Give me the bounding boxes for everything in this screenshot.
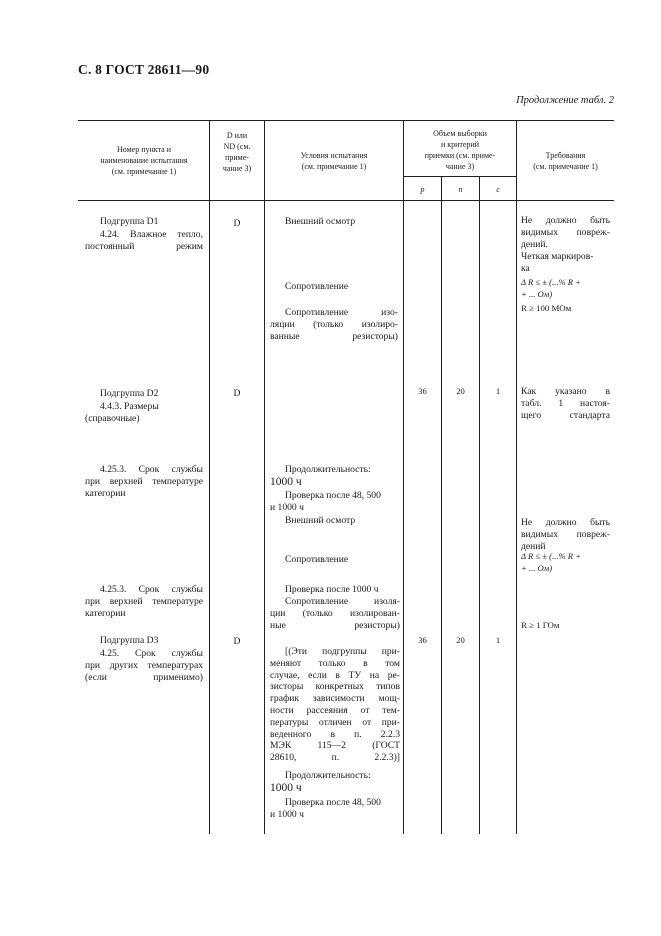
d1-requirement-delta-r: Δ R ≤ ± (...% R + + ... Ом)	[521, 277, 581, 299]
column-divider-4	[516, 120, 517, 834]
d2-requirement: Как указано в табл. 1 настоя- щего стандарта	[521, 386, 610, 421]
d1-condition-visual: Внешний осмотр	[285, 216, 356, 227]
d2-p: 36	[418, 386, 427, 396]
d1-condition-resistance: Сопротивление	[285, 281, 349, 292]
d2-n: 20	[456, 386, 465, 396]
d1-condition-insulation: Сопротивление изо- ляции (только изолиро- ванные резисторы)	[270, 307, 398, 342]
d3-group-label: Подгруппа D3	[100, 635, 159, 646]
d3-dnd: D	[233, 636, 241, 647]
page-header: С. 8 ГОСТ 28611—90	[78, 62, 210, 77]
header-n: n	[458, 185, 463, 194]
subheader-divider	[403, 176, 516, 177]
d3-condition-insulation: Сопротивление изоля- ции (только изолирован- ные резисторы)	[270, 596, 400, 631]
column-divider-n	[479, 176, 480, 834]
d3-n: 20	[456, 635, 465, 645]
column-divider-2	[264, 120, 265, 834]
d1-test-item: 4.24. Влажное тепло, постоянный режим	[85, 229, 203, 252]
header-bottom-border	[78, 200, 614, 201]
d3-requirement-insulation: R ≥ 1 ГОм	[521, 620, 560, 630]
header-p: p	[420, 185, 425, 194]
d3-condition-resistance: Сопротивление	[285, 554, 349, 565]
d1-requirement-damage: Не должно быть видимых повреж- дений.	[521, 215, 610, 250]
column-divider-3	[403, 120, 404, 834]
column-divider-p	[441, 176, 442, 834]
d3-condition-duration-value-2: 1000 ч	[270, 782, 302, 794]
d2-c: 1	[495, 386, 501, 396]
d1-requirement-marking: Четкая маркиров- ка	[521, 251, 594, 274]
d3-condition-check-3: Проверка после 48, 500 и 1000 ч	[270, 797, 381, 820]
header-test-item: Номер пункта и наименование испытания (см. примечание 1)	[100, 145, 188, 176]
d3-test-item-3: 4.25. Срок службы при других температурах (если применимо)	[85, 648, 203, 683]
d3-p: 36	[418, 635, 427, 645]
d1-requirement-insulation: R ≥ 100 МОм	[521, 303, 572, 313]
d3-test-item-2: 4.25.3. Срок службы при верхней температуре категории	[85, 584, 203, 619]
header-sample-size: Объем выборки и критерий приемки (см. приме- чание 3)	[424, 129, 496, 171]
d3-condition-check-2: Проверка после 1000 ч	[285, 584, 379, 595]
d3-requirement-delta-r: Δ R ≤ ± (...% R + + ... Ом)	[521, 551, 581, 573]
d2-test-item: 4.4.3. Размеры (справочные)	[85, 401, 159, 424]
header-test-conditions: Условия испытания (см. примечание 1)	[300, 151, 368, 171]
table-continuation-label: Продолжение табл. 2	[516, 95, 614, 106]
d3-condition-duration-label-2: Продолжительность:	[285, 770, 371, 781]
d3-condition-visual: Внешний осмотр	[285, 515, 356, 526]
d3-condition-note: [(Эти подгруппы при- меняют только в том случае, если в ТУ на ре- зисторы конкретных типов график зависимости мощ- ности рассеяния от тем- пературы отличен от при- веденного в п. 2.2.3 МЭК 115—2 (ГОСТ 28610, п. 2.2.3)]	[270, 646, 400, 764]
d2-dnd: D	[233, 388, 241, 399]
header-d-nd: D или ND (см. приме- чание 3)	[222, 131, 252, 173]
d3-c: 1	[495, 635, 501, 645]
d3-condition-duration-value: 1000 ч	[270, 476, 302, 488]
d3-condition-duration-label: Продолжительность:	[285, 464, 371, 475]
header-c: c	[496, 185, 500, 194]
d2-group-label: Подгруппа D2	[100, 388, 159, 399]
d3-condition-check-1: Проверка после 48, 500 и 1000 ч	[270, 490, 381, 513]
d3-requirement-damage: Не должно быть видимых повреж- дений	[521, 517, 610, 552]
table-top-border	[78, 120, 614, 121]
d1-dnd: D	[233, 218, 241, 229]
d1-group-label: Подгруппа D1	[100, 216, 159, 227]
header-requirements: Требования (см. примечание 1)	[533, 151, 598, 171]
d3-test-item-1: 4.25.3. Срок службы при верхней температуре категории	[85, 464, 203, 499]
